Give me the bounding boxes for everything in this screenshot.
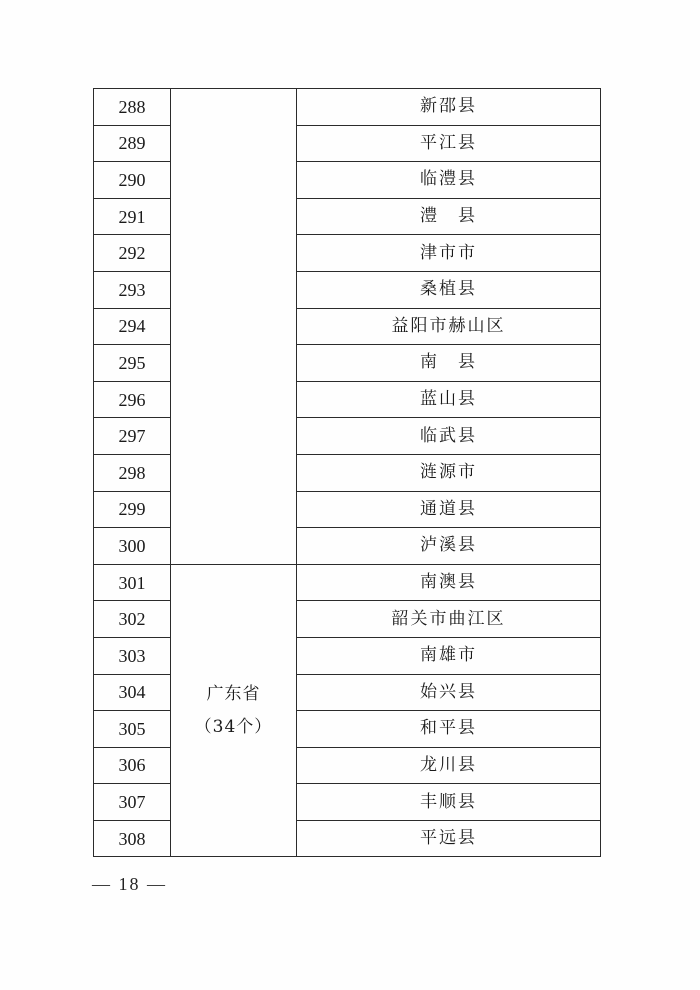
- row-number: 292: [94, 235, 171, 272]
- row-number: 293: [94, 271, 171, 308]
- county-name: 和平县: [297, 711, 601, 748]
- province-name: 广东省: [206, 684, 261, 705]
- row-number: 300: [94, 528, 171, 565]
- county-name: 通道县: [297, 491, 601, 528]
- county-name: 南 县: [297, 345, 601, 382]
- row-number: 301: [94, 564, 171, 601]
- row-number: 294: [94, 308, 171, 345]
- table-row: [94, 308, 601, 345]
- county-name: 临澧县: [297, 162, 601, 199]
- county-name: 泸溪县: [297, 528, 601, 565]
- county-name: 南雄市: [297, 637, 601, 674]
- table-row: [94, 454, 601, 491]
- row-number: 306: [94, 747, 171, 784]
- table-row: [94, 89, 601, 126]
- table-body: [94, 89, 601, 857]
- table-row: [94, 564, 601, 601]
- table-row: [94, 711, 601, 748]
- table-row: [94, 198, 601, 235]
- table-row: [94, 271, 601, 308]
- province-cell: [171, 564, 297, 857]
- row-number: 304: [94, 674, 171, 711]
- county-name: 澧 县: [297, 198, 601, 235]
- province-cell: [171, 89, 297, 565]
- county-name: 龙川县: [297, 747, 601, 784]
- province-count: （34个）: [194, 716, 273, 737]
- table-row: [94, 637, 601, 674]
- row-number: 297: [94, 418, 171, 455]
- county-name: 蓝山县: [297, 381, 601, 418]
- row-number: 295: [94, 345, 171, 382]
- county-name: 临武县: [297, 418, 601, 455]
- county-name: 韶关市曲江区: [297, 601, 601, 638]
- county-name: 南澳县: [297, 564, 601, 601]
- row-number: 299: [94, 491, 171, 528]
- county-name: 涟源市: [297, 454, 601, 491]
- table-row: [94, 674, 601, 711]
- table-row: [94, 345, 601, 382]
- table-row: [94, 528, 601, 565]
- table-row: [94, 162, 601, 199]
- table-row: [94, 747, 601, 784]
- table-row: [94, 820, 601, 857]
- row-number: 288: [94, 89, 171, 126]
- county-name: 津市市: [297, 235, 601, 272]
- row-number: 308: [94, 820, 171, 857]
- table-row: [94, 601, 601, 638]
- county-name: 丰顺县: [297, 784, 601, 821]
- table-row: [94, 784, 601, 821]
- row-number: 305: [94, 711, 171, 748]
- row-number: 302: [94, 601, 171, 638]
- table-row: [94, 491, 601, 528]
- table-row: [94, 381, 601, 418]
- row-number: 298: [94, 454, 171, 491]
- row-number: 296: [94, 381, 171, 418]
- county-name: 平远县: [297, 820, 601, 857]
- page-number: — 18 —: [92, 874, 167, 894]
- county-name: 桑植县: [297, 271, 601, 308]
- table-row: [94, 235, 601, 272]
- row-number: 290: [94, 162, 171, 199]
- row-number: 291: [94, 198, 171, 235]
- row-number: 307: [94, 784, 171, 821]
- row-number: 289: [94, 125, 171, 162]
- county-name: 平江县: [297, 125, 601, 162]
- county-name: 始兴县: [297, 674, 601, 711]
- county-table: [93, 88, 601, 857]
- county-name: 新邵县: [297, 89, 601, 126]
- table-row: [94, 125, 601, 162]
- row-number: 303: [94, 637, 171, 674]
- table-row: [94, 418, 601, 455]
- county-name: 益阳市赫山区: [297, 308, 601, 345]
